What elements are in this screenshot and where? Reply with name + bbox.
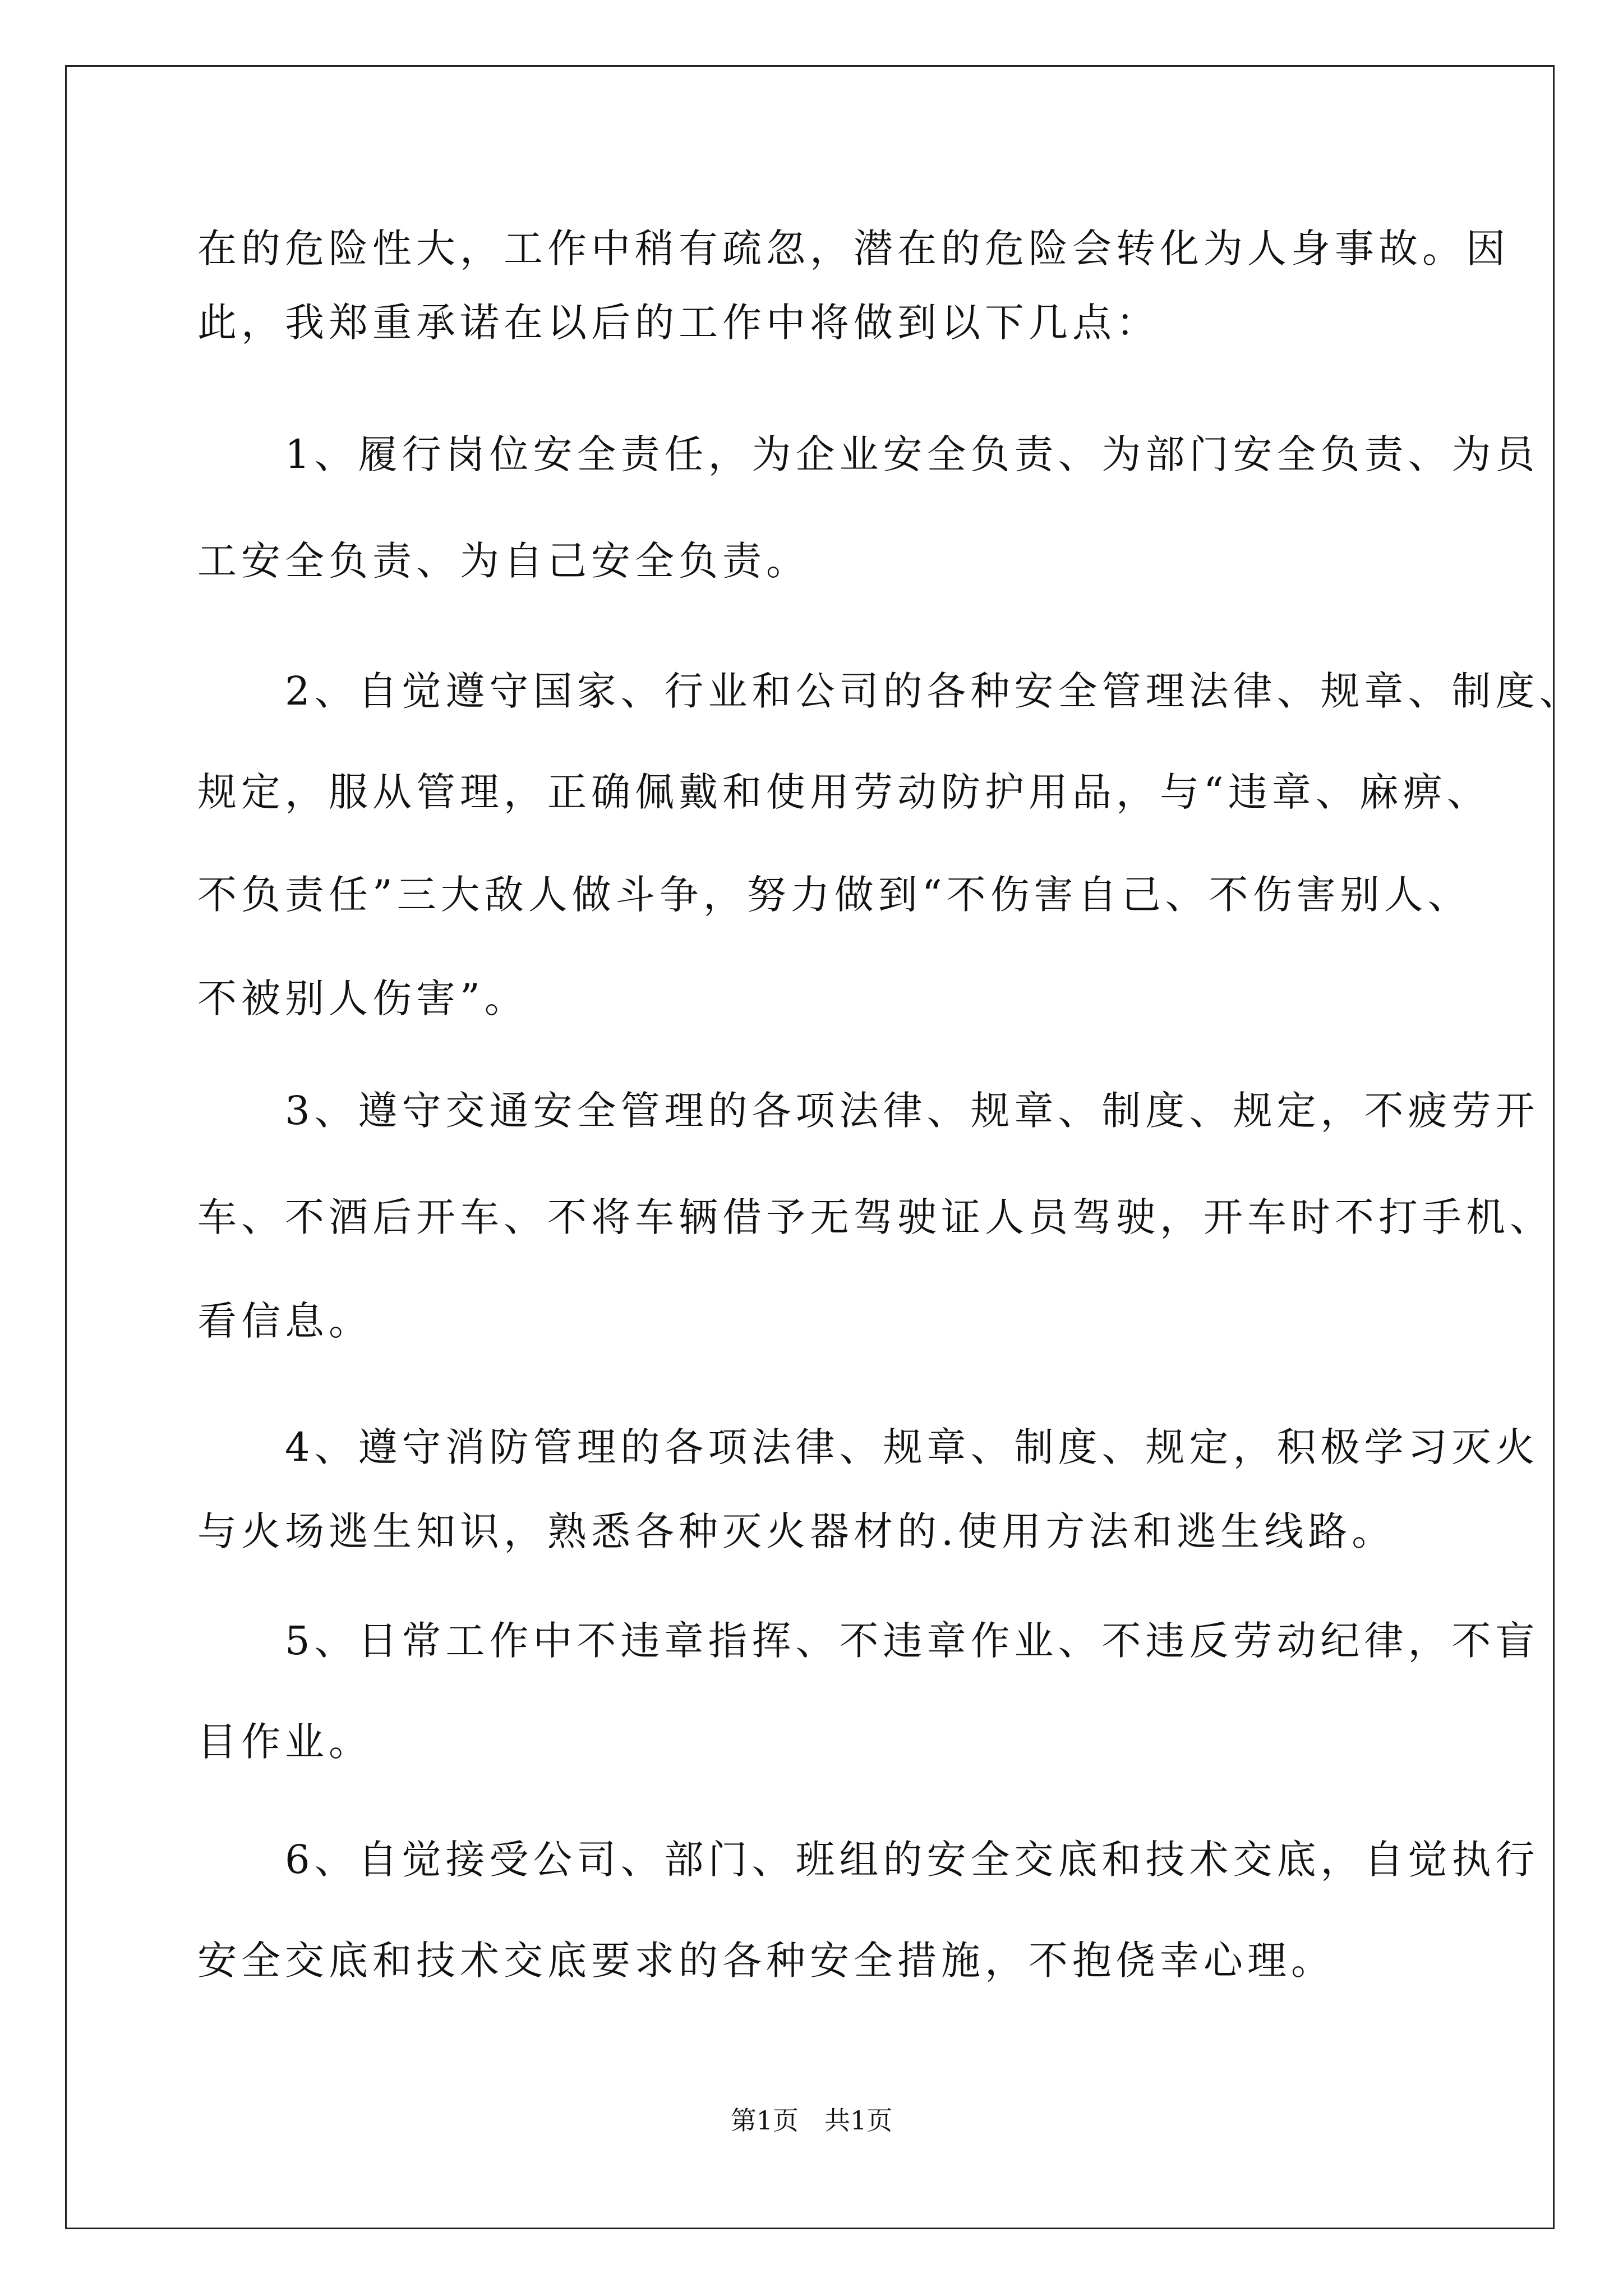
body-line: 2、自觉遵守国家、行业和公司的各种安全管理法律、规章、制度、 xyxy=(197,668,1583,714)
body-line: 在的危险性大，工作中稍有疏忽，潜在的危险会转化为人身事故。因 xyxy=(197,226,1510,272)
body-line: 不负责任”三大敌人做斗争，努力做到“不伤害自己、不伤害别人、 xyxy=(197,872,1472,918)
body-line: 看信息。 xyxy=(197,1298,372,1344)
body-line: 规定，服从管理，正确佩戴和使用劳动防护用品，与“违章、麻痹、 xyxy=(197,769,1491,815)
body-line: 工安全负责、为自己安全负责。 xyxy=(197,538,810,584)
body-line: 此，我郑重承诺在以后的工作中将做到以下几点： xyxy=(197,300,1160,346)
page-frame xyxy=(65,65,1555,2229)
body-line: 1、履行岗位安全责任，为企业安全负责、为部门安全负责、为员 xyxy=(197,431,1539,477)
body-line: 目作业。 xyxy=(197,1719,372,1765)
body-line: 与火场逃生知识，熟悉各种灭火器材的.使用方法和逃生线路。 xyxy=(197,1508,1396,1554)
body-line: 4、遵守消防管理的各项法律、规章、制度、规定，积极学习灭火 xyxy=(197,1424,1539,1470)
page-footer: 第1页 共1页 xyxy=(730,2105,893,2136)
body-line: 3、遵守交通安全管理的各项法律、规章、制度、规定，不疲劳开 xyxy=(197,1088,1539,1134)
body-line: 安全交底和技术交底要求的各种安全措施，不抱侥幸心理。 xyxy=(197,1938,1335,1984)
body-line: 车、不酒后开车、不将车辆借予无驾驶证人员驾驶，开车时不打手机、 xyxy=(197,1194,1553,1240)
body-line: 6、自觉接受公司、部门、班组的安全交底和技术交底，自觉执行 xyxy=(197,1837,1539,1883)
body-line: 5、日常工作中不违章指挥、不违章作业、不违反劳动纪律，不盲 xyxy=(197,1618,1539,1664)
body-line: 不被别人伤害”。 xyxy=(197,976,528,1022)
